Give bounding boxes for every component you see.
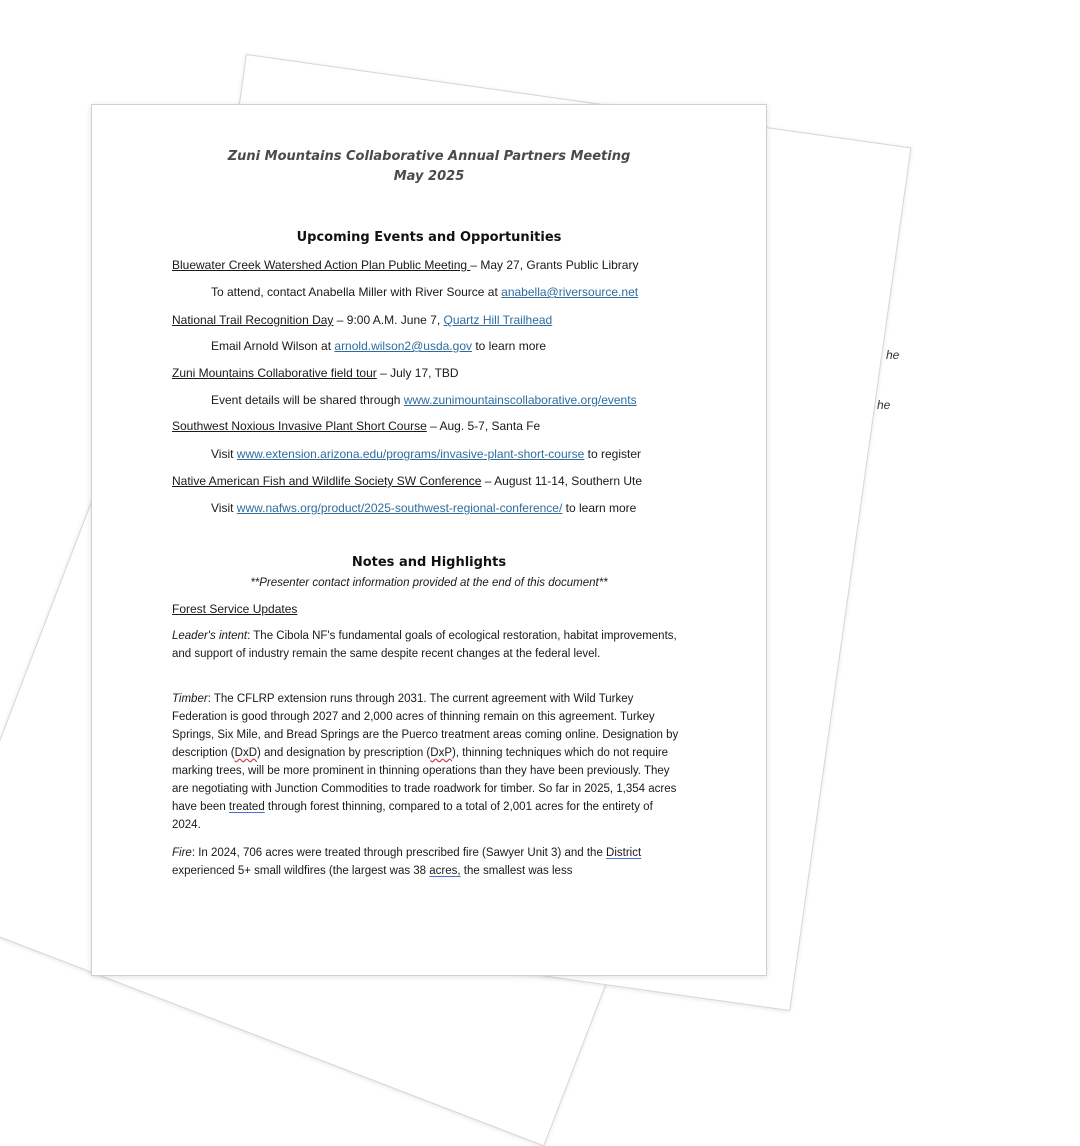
event-details: – July 17, TBD: [376, 366, 459, 380]
event-sub-text: to learn more: [562, 501, 637, 515]
paragraph-text: through forest thinning, compared to a total of 2,001 acres for the entirety of 2024.: [172, 801, 653, 831]
subsection-heading: [172, 600, 297, 618]
paragraph-text: : The CFLRP extension runs through 2031. The current agreement with Wild Turkey Federation is good through 2027 and 2,000 acres of thinning remain on this agreement. Turkey Springs, Six Mile, and Bread Springs are the Puerco treatment areas coming online. Designation by description (: [172, 693, 679, 759]
paragraph-text: experienced 5+ small wildfires (the largest was 38: [172, 865, 430, 877]
grammar-word[interactable]: acres,: [429, 865, 461, 877]
event-line: [172, 364, 459, 382]
paragraph-label: Timber: [172, 693, 208, 705]
event-subline: [211, 499, 636, 517]
paragraph-text: the smallest was less: [460, 865, 573, 877]
event-sub-text: Visit: [211, 501, 237, 515]
document-title: [92, 147, 766, 187]
web-link[interactable]: www.zunimountainscollaborative.org/events: [403, 393, 637, 407]
event-sub-text: to learn more: [472, 339, 547, 353]
event-details: – May 27, Grants Public Library: [470, 258, 639, 272]
title-line-2: May 2025: [393, 169, 465, 184]
paragraph-label: Leader's intent: [172, 630, 248, 642]
paragraph-text: : In 2024, 706 acres were treated through prescribed fire (Sawyer Unit 3) and the: [191, 847, 607, 859]
email-link[interactable]: anabella@riversource.net: [501, 285, 639, 299]
event-details: – Aug. 5-7, Santa Fe: [426, 419, 541, 433]
back-page-text: he: [886, 348, 900, 362]
spellcheck-word[interactable]: DxD: [234, 747, 258, 759]
spellcheck-word[interactable]: DxP: [430, 747, 452, 759]
event-details: – August 11-14, Southern Ute: [481, 474, 643, 488]
grammar-word[interactable]: District: [606, 847, 642, 859]
event-sub-text: Visit: [211, 447, 237, 461]
title-line-1: Zuni Mountains Collaborative Annual Partners Meeting: [227, 149, 631, 164]
event-line: [172, 256, 638, 274]
grammar-word[interactable]: treated: [228, 801, 265, 813]
event-name: Zuni Mountains Collaborative field tour: [172, 366, 377, 380]
event-sub-text: Event details will be shared through: [211, 393, 404, 407]
subsection-title: Forest Service Updates: [172, 602, 298, 616]
event-sub-text: Email Arnold Wilson at: [211, 339, 335, 353]
event-details: – 9:00 A.M. June 7,: [333, 313, 444, 327]
document-page: [91, 104, 767, 976]
event-name: National Trail Recognition Day: [172, 313, 334, 327]
event-line: [172, 311, 552, 329]
web-link[interactable]: www.extension.arizona.edu/programs/invasive-plant-short-course: [236, 447, 585, 461]
paragraph-leaders-intent: [172, 627, 684, 663]
event-name: Southwest Noxious Invasive Plant Short Course: [172, 419, 427, 433]
paragraph-text: ) and designation by prescription (: [257, 747, 431, 759]
event-name: Native American Fish and Wildlife Society SW Conference: [172, 474, 482, 488]
event-subline: [211, 445, 641, 463]
event-line: [172, 417, 540, 435]
paragraph-text: ), thinning techniques which do not require marking trees, will be more prominent in thinning operations than they have been previously. They are negotiating with Junction Commodities to trade roadwork for timber. So far in 2025, 1,354 acres have been: [172, 747, 677, 813]
paragraph-fire: [172, 844, 684, 880]
event-sub-text: To attend, contact Anabella Miller with River Source at: [211, 285, 502, 299]
paragraph-label: Fire: [172, 847, 192, 859]
web-link[interactable]: www.nafws.org/product/2025-southwest-regional-conference/: [236, 501, 563, 515]
location-link[interactable]: Quartz Hill Trailhead: [443, 313, 553, 327]
event-line: [172, 472, 642, 490]
event-name: Bluewater Creek Watershed Action Plan Public Meeting: [172, 258, 471, 272]
event-sub-text: to register: [584, 447, 641, 461]
paragraph-timber: [172, 690, 684, 834]
section-heading-notes: Notes and Highlights: [351, 555, 507, 570]
back-page-text: he: [877, 398, 891, 412]
event-subline: [211, 283, 638, 301]
event-subline: [211, 337, 546, 355]
paragraph-text: : The Cibola NF's fundamental goals of ecological restoration, habitat improvements, and support of industry remain the same despite recent changes at the federal level.: [172, 630, 677, 660]
email-link[interactable]: arnold.wilson2@usda.gov: [334, 339, 472, 353]
event-subline: [211, 391, 637, 409]
presenter-note: **Presenter contact information provided at the end of this document**: [250, 577, 608, 589]
section-heading-events: Upcoming Events and Opportunities: [296, 230, 562, 245]
